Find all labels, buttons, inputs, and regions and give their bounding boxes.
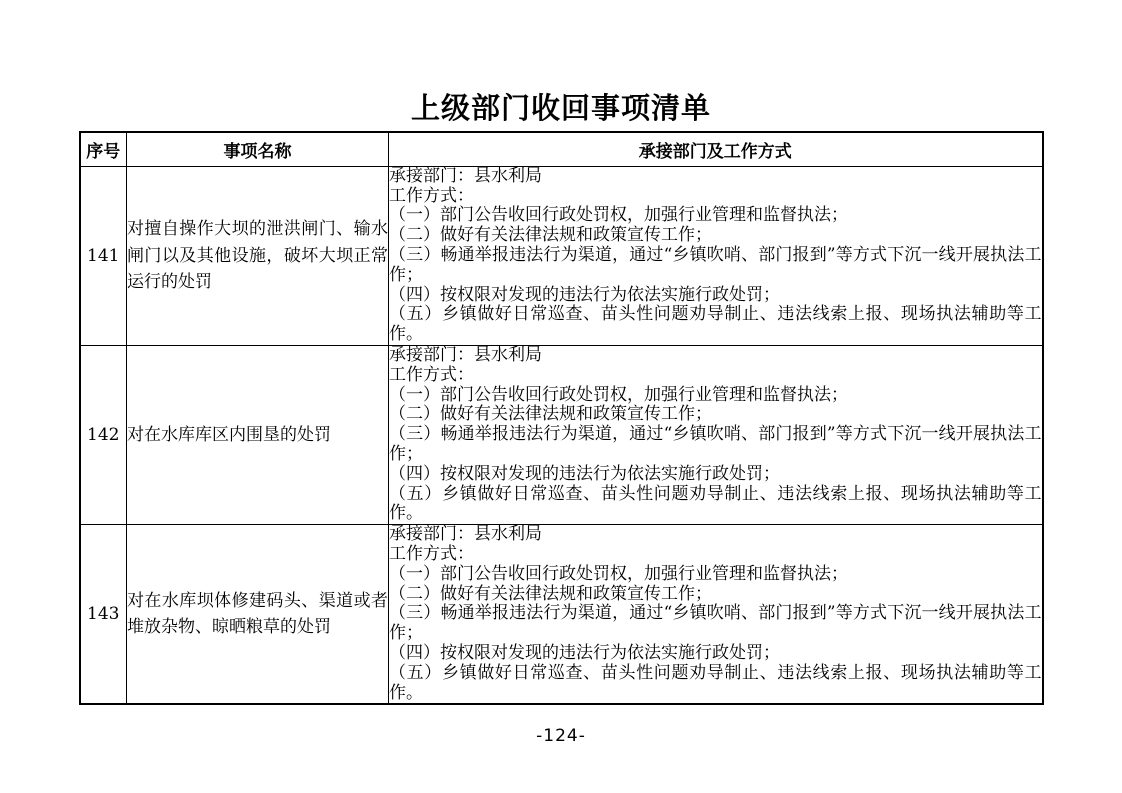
detail-line: 工作方式： [389,185,474,206]
detail-line: 承接部门：县水利局 [389,165,542,186]
item-name-cell: 对擅自操作大坝的泄洪闸门、输水闸门以及其他设施，破坏大坝正常运行的处罚 [127,166,389,345]
detail-cell [389,346,1043,525]
detail-line: （五）乡镇做好日常巡查、苗头性问题劝导制止、违法线索上报、现场执法辅助等工作。 [389,662,1042,703]
detail-line: （二）做好有关法律法规和政策宣传工作； [389,583,712,604]
detail-line: （一）部门公告收回行政处罚权，加强行业管理和监督执法； [389,205,848,226]
detail-cell [389,525,1043,705]
table-header-row [80,132,1043,166]
detail-line: 工作方式： [389,543,474,564]
row-number: 141 [80,166,127,345]
detail-line: （三）畅通举报违法行为渠道，通过“乡镇吹哨、部门报到”等方式下沉一线开展执法工作； [389,603,1042,644]
items-table [79,131,1044,705]
detail-line: （三）畅通举报违法行为渠道，通过“乡镇吹哨、部门报到”等方式下沉一线开展执法工作； [389,245,1042,285]
detail-line: （三）畅通举报违法行为渠道，通过“乡镇吹哨、部门报到”等方式下沉一线开展执法工作； [389,424,1042,464]
detail-line: 承接部门：县水利局 [389,524,542,545]
page-number: -124- [536,726,586,746]
detail-line: （一）部门公告收回行政处罚权，加强行业管理和监督执法； [389,384,848,405]
detail-line: （一）部门公告收回行政处罚权，加强行业管理和监督执法； [389,563,848,584]
detail-line: （四）按权限对发现的违法行为依法实施行政处罚； [389,642,780,663]
detail-line: （二）做好有关法律法规和政策宣传工作； [389,404,712,425]
detail-line: 工作方式： [389,364,474,385]
row-number: 142 [80,346,127,525]
header-cell-no: 序号 [80,132,127,166]
row-number: 143 [80,525,127,705]
detail-line: （五）乡镇做好日常巡查、苗头性问题劝导制止、违法线索上报、现场执法辅助等工作。 [389,304,1042,345]
table-row [80,166,1043,345]
detail-line: 承接部门：县水利局 [389,345,542,366]
table-row [80,346,1043,525]
header-cell-name: 事项名称 [127,132,389,166]
detail-cell [389,166,1043,345]
detail-line: （四）按权限对发现的违法行为依法实施行政处罚； [389,463,780,484]
item-name-cell: 对在水库坝体修建码头、渠道或者堆放杂物、晾晒粮草的处罚 [127,525,389,705]
detail-line: （五）乡镇做好日常巡查、苗头性问题劝导制止、违法线索上报、现场执法辅助等工作。 [389,483,1042,524]
item-name-cell: 对在水库库区内围垦的处罚 [127,346,389,525]
page-title: 上级部门收回事项清单 [410,91,711,125]
table-row [80,525,1043,705]
detail-line: （二）做好有关法律法规和政策宣传工作； [389,225,712,246]
detail-line: （四）按权限对发现的违法行为依法实施行政处罚； [389,284,780,305]
header-cell-method: 承接部门及工作方式 [389,132,1043,166]
